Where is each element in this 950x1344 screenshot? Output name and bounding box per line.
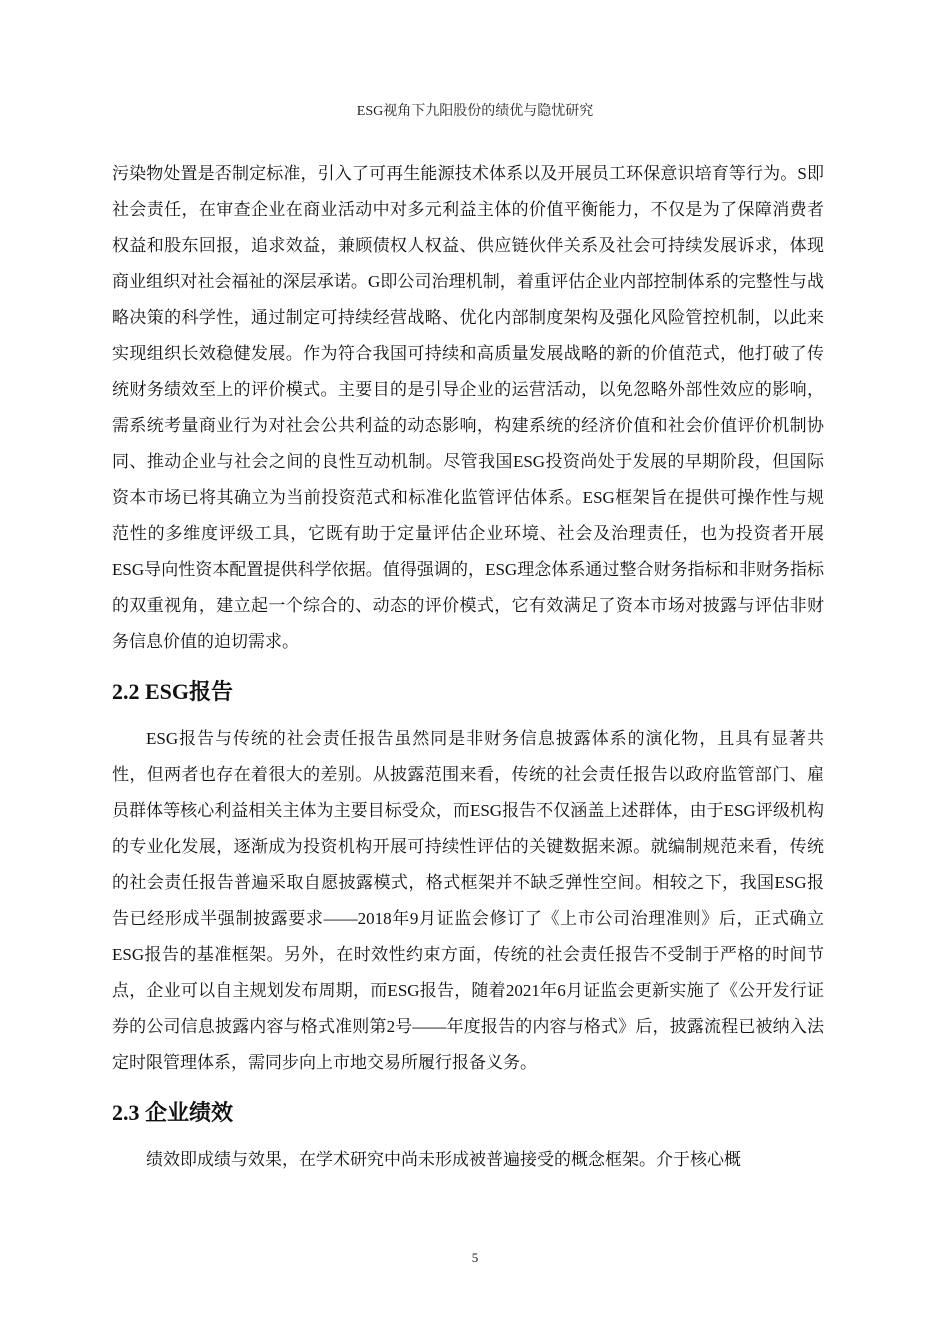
section-heading-2-2: 2.2 ESG报告 [112, 679, 234, 704]
section-heading-2-3: 2.3 企业绩效 [112, 1100, 234, 1125]
paragraph-esg-report: ESG报告与传统的社会责任报告虽然同是非财务信息披露体系的演化物，且具有显著共性，但两者也存在着很大的差别。从披露范围来看，传统的社会责任报告以政府监管部门、雇员群体等核心利益相关主体为主要目标受众，而ESG报告不仅涵盖上述群体，由于ESG评级机构的专业化发展，逐渐成为投资机构开展可持续性评估的关键数据来源。就编制规范来看，传统的社会责任报告普遍采取自愿披露模式，格式框架并不缺乏弹性空间。相较之下，我国ESG报告已经形成半强制披露要求——2018年9月证监会修订了《上市公司治理准则》后，正式确立ESG报告的基准框架。另外，在时效性约束方面，传统的社会责任报告不受制于严格的时间节点，企业可以自主规划发布周期，而ESG报告，随着2021年6月证监会更新实施了《公开发行证券的公司信息披露内容与格式准则第2号——年度报告的内容与格式》后，披露流程已被纳入法定时限管理体系，需同步向上市地交易所履行报备义务。 [112, 729, 824, 1072]
paragraph-esg-definition: 污染物处置是否制定标准，引入了可再生能源技术体系以及开展员工环保意识培育等行为。S即社会责任，在审查企业在商业活动中对多元利益主体的价值平衡能力，不仅是为了保障消费者权益和股东回报，追求效益，兼顾债权人权益、供应链伙伴关系及社会可持续发展诉求，体现商业组织对社会福祉的深层承诺。G即公司治理机制，着重评估企业内部控制体系的完整性与战略决策的科学性，通过制定可持续经营战略、优化内部制度架构及强化风险管控机制，以此来实现组织长效稳健发展。作为符合我国可持续和高质量发展战略的新的价值范式，他打破了传统财务绩效至上的评价模式。主要目的是引导企业的运营活动，以免忽略外部性效应的影响，需系统考量商业行为对社会公共利益的动态影响，构建系统的经济价值和社会价值评价机制协同、推动企业与社会之间的良性互动机制。尽管我国ESG投资尚处于发展的早期阶段，但国际资本市场已将其确立为当前投资范式和标准化监管评估体系。ESG框架旨在提供可操作性与规范性的多维度评级工具，它既有助于定量评估企业环境、社会及治理责任，也为投资者开展ESG导向性资本配置提供科学依据。值得强调的，ESG理念体系通过整合财务指标和非财务指标的双重视角，建立起一个综合的、动态的评价模式，它有效满足了资本市场对披露与评估非财务信息价值的迫切需求。 [112, 164, 824, 651]
header-rule [112, 132, 832, 133]
page-body [112, 156, 824, 1178]
running-header: ESG视角下九阳股份的绩优与隐忧研究 [356, 104, 594, 119]
page-number: 5 [471, 1250, 479, 1265]
paragraph-performance: 绩效即成绩与效果，在学术研究中尚未形成被普遍接受的概念框架。介于核心概 [146, 1150, 741, 1169]
